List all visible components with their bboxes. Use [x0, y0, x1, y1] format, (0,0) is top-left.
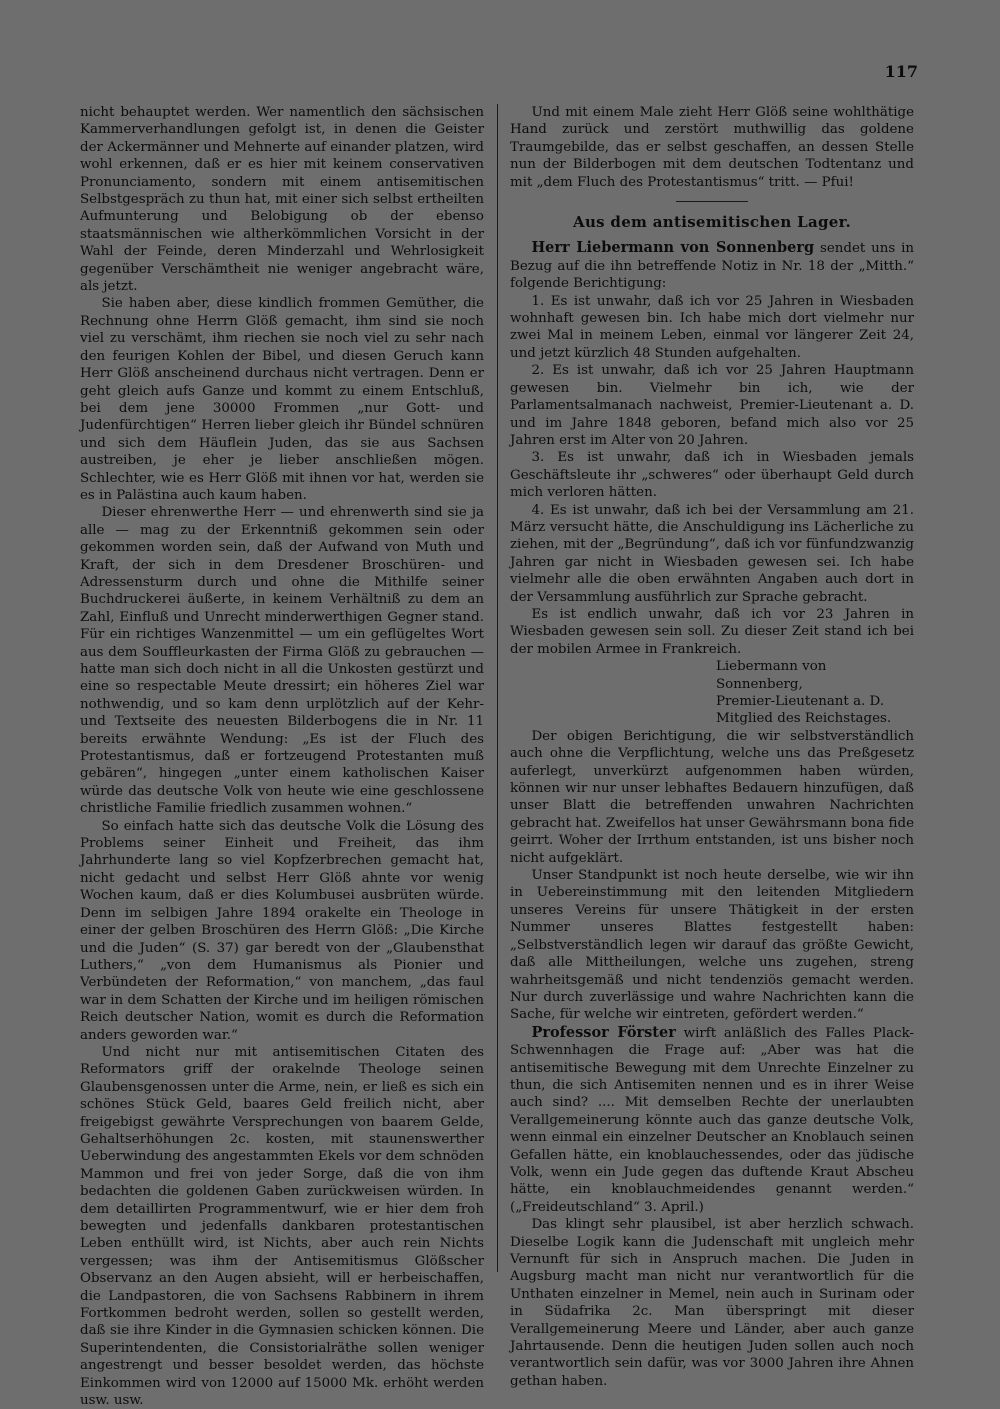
paragraph: Und nicht nur mit antisemitischen Citaten des Reformators griff der orakelnde Theologe seinen Glaubensgenossen unter die Arme, nein, er ließ es sich ein schönes Stück Geld, baares Geld freilich nicht, aber freigebigst gewährte Versprechungen von baarem Gelde, Gehaltserhöhungen 2c. kosten, mit staunenswerther Ueberwindung des angestammten Ekels vor dem schnöden Mammon und frei von jeder Sorge, daß die von ihm bedachten die goldenen Gaben zurückweisen würden. In dem detaillirten Programmentwurf, wie er hier dem froh bewegten und jedenfalls dankbaren protestantischen Leben enthüllt wird, ist Nichts, aber auch rein Nichts vergessen; was ihm der Antisemitismus Glößscher Observanz an den Augen absieht, will er herbeischaffen, die Landpastoren, die von Sachsens Rabbinern in ihrem Fortkommen bedroht werden, sollen so gestellt werden, daß sie ihre Kinder in die Gymnasien schicken können. Die Superintendenten, die Consistorialräthe sollen weniger angestrengt und besser besoldet werden, das höchste Einkommen wird von 12000 auf 15000 Mk. erhöht werden usw. usw.: [80, 1044, 484, 1409]
signature-block: [510, 658, 914, 728]
column-divider: [497, 104, 498, 1272]
liebermann-lead-text: sendet uns in Bezug auf die ihn betreffende Notiz in Nr. 18 der „Mitth.“ folgende Berichtigung:: [510, 241, 914, 292]
closing-paragraph: Das klingt sehr plausibel, ist aber herzlich schwach. Dieselbe Logik kann die Judenschaft mit ungleich mehr Vernunft für sich in Anspruch machen. Die Juden in Augsburg macht man nicht nur verantwortlich für die Unthaten einzelner in Memel, nein auch in Surinam oder in Südafrika 2c. Man überspringt mit dieser Verallgemeinerung Meere und Länder, aber auch ganze Jahrtausende. Denn die heutigen Juden sollen auch noch verantwortlich sein dafür, was vor 3000 Jahren ihre Ahnen gethan haben.: [510, 1217, 914, 1389]
signature-line: Premier-Lieutenant a. D.: [716, 694, 885, 709]
paragraph: So einfach hatte sich das deutsche Volk die Lösung des Problems seiner Einheit und Freiheit, das ihm Jahrhunderte lang so viel Kopfzerbrechen gemacht hat, nicht gedacht und selbst Herr Glöß ahnte vor wenig Wochen kaum, daß er dies Kolumbusei ausbrüten würde. Denn im selbigen Jahre 1894 orakelte ein Theologe in einer der gelben Broschüren des Herrn Glöß: „Die Kirche und die Juden“ (S. 37) gar beredt von der „Glaubensthat Luthers,“ „von dem Humanismus als Pionier und Verbündeten der Reformation,“ von manchem, „das faul war in dem Schatten der Kirche und im heiligen römischen Reich deutscher Nation, womit es durch die Reformation anders geworden war.“: [80, 818, 484, 1043]
correction-point: Es ist endlich unwahr, daß ich vor 23 Jahren in Wiesbaden gewesen sein soll. Zu dieser Zeit stand ich bei der mobilen Armee in Frankreich.: [510, 606, 914, 657]
liebermann-name: Herr Liebermann von Sonnenberg: [531, 239, 815, 257]
signature-line: Liebermann von Sonnenberg,: [716, 659, 827, 692]
foerster-name: Professor Förster: [531, 1023, 676, 1041]
foerster-text: wirft anläßlich des Falles Plack-Schwennhagen die Frage auf: „Aber was hat die antisemitische Bewegung mit dem Unrechte Einzelner zu thun, die sich Antisemiten nennen und es in ihrer Weise auch sind? .... Mit demselben Rechte der unerlaubten Verallgemeinerung könnte auch das ganze deutsche Volk, wenn einmal ein einzelner Deutscher an Knoblauch seinen Gefallen hätte, ein knoblauchessendes, oder das jüdische Volk, wenn ein Jude gegen das duftende Kraut Abscheu hätte, ein knoblauchmeidendes genannt werden.“ („Freideutschland“ 3. April.): [510, 1025, 914, 1215]
paragraph: Unser Standpunkt ist noch heute derselbe, wie wir ihn in Uebereinstimmung mit den leitenden Mitgliedern unseres Vereins für unsere Thätigkeit in der ersten Nummer unseres Blattes festgestellt haben: „Selbstverständlich legen wir darauf das größte Gewicht, daß alle Mittheilungen, welche uns zugehen, streng wahrheitsgemäß und nicht tendenziös gemacht werden. Nur durch zuverlässige und wahre Nachrichten kann die Sache, für welche wir eintreten, gefördert werden.“: [510, 868, 914, 1023]
liebermann-lead: [510, 239, 914, 292]
foerster-paragraph: [510, 1024, 914, 1216]
section-divider: [676, 201, 748, 202]
left-column: [80, 104, 484, 1409]
page-number: 117: [884, 62, 918, 81]
correction-point: 4. Es ist unwahr, daß ich bei der Versammlung am 21. März versucht hätte, die Anschuldigung ins Lächerliche zu ziehen, mit der „Begründung“, daß ich vor fünfundzwanzig Jahren gar nicht in Wiesbaden gewesen sei. Ich habe vielmehr alle die oben erwähnten Angaben auch dort in der Versammlung ausführlich zur Sprache gebracht.: [510, 502, 914, 605]
correction-point: 1. Es ist unwahr, daß ich vor 25 Jahren in Wiesbaden wohnhaft gewesen bin. Ich habe mich dort vielmehr nur zwei Mal in meinem Leben, einmal vor längerer Zeit 24, und jetzt kürzlich 48 Stunden aufgehalten.: [510, 293, 914, 361]
paragraph: Sie haben aber, diese kindlich frommen Gemüther, die Rechnung ohne Herrn Glöß gemacht, ihm sind sie noch viel zu verschämt, ihm riechen sie noch viel zu sehr nach den feurigen Kohlen der Bibel, und diesen Geruch kann Herr Glöß anscheinend durchaus nicht vertragen. Denn er geht gleich aufs Ganze und kommt zu einem Entschluß, bei dem jene 30000 Frommen „nur Gott- und Judenfürchtigen“ Herren lieber gleich ihr Bündel schnüren und sich dem Häuflein Juden, das sie aus Sachsen austreiben, je eher je lieber anschließen mögen. Schlechter, wie es Herr Glöß mit ihnen vor hat, werden sie es in Palästina auch kaum haben.: [80, 296, 484, 503]
right-column: [510, 104, 914, 1390]
correction-point: 2. Es ist unwahr, daß ich vor 25 Jahren Hauptmann gewesen bin. Vielmehr bin ich, wie der Parlamentsalmanach nachweist, Premier-Lieutenant a. D. und im Jahre 1848 geboren, befand mich also vor 25 Jahren erst im Alter von 20 Jahren.: [510, 363, 914, 448]
section-heading: Aus dem antisemitischen Lager.: [573, 213, 851, 232]
signature-line: Mitglied des Reichstages.: [716, 711, 892, 727]
correction-point: 3. Es ist unwahr, daß ich in Wiesbaden jemals Geschäftsleute ihr „schweres“ oder überhaupt Geld durch mich verloren hätten.: [510, 450, 914, 501]
paragraph: Der obigen Berichtigung, die wir selbstverständlich auch ohne die Verpflichtung, welche uns das Preßgesetz auferlegt, unverkürzt aufgenommen haben würden, können wir nur unser lebhaftes Bedauern hinzufügen, daß unser Blatt die betreffenden unwahren Nachrichten gebracht hat. Zweifellos hat unser Gewährsmann bona fide geirrt. Woher der Irrthum entstanden, ist uns bisher noch nicht aufgeklärt.: [510, 728, 914, 866]
paragraph: nicht behauptet werden. Wer namentlich den sächsischen Kammerverhandlungen gefolgt ist, in denen die Geister der Ackermänner und Mehnerte auf einander platzen, wird wohl erkennen, daß er es hier mit keinem conservativen Pronunciamento, sondern mit einem antisemitischen Selbstgespräch zu thun hat, mit einer sich selbst ertheilten Aufmunterung und Belobigung ob der ebenso staatsmännischen wie altherkömmlichen Vorsicht in der Wahl der Feinde, deren Minderzahl und Wehrlosigkeit gegenüber Verschämtheit nie weniger angebracht wäre, als jetzt.: [80, 105, 484, 295]
paragraph: Und mit einem Male zieht Herr Glöß seine wohlthätige Hand zurück und zerstört muthwillig das goldene Traumgebilde, das er selbst geschaffen, an dessen Stelle nun der Bilderbogen mit dem deutschen Todtentanz und mit „dem Fluch des Protestantismus“ tritt. — Pfui!: [510, 105, 914, 190]
paragraph: Dieser ehrenwerthe Herr — und ehrenwerth sind sie ja alle — mag zu der Erkenntniß gekommen sein oder gekommen worden sein, daß der Aufwand von Muth und Kraft, der sich in dem Dresdener Broschüren- und Adressensturm durch und ohne die Mithilfe seiner Buchdruckerei äußerte, in keinem Verhältniß zu dem an Zahl, Einfluß und Unrecht minderwerthigen Gegner stand. Für ein richtiges Wanzenmittel — um ein geflügeltes Wort aus dem Souffleurkasten der Firma Glöß zu gebrauchen — hatte man sich doch nicht in all die Unkosten gestürzt und eine so respectable Meute dressirt; ein höheres Ziel war nothwendig, und so kam denn urplötzlich auf der Kehr- und Textseite des neuesten Bilderbogens die in Nr. 11 bereits erwähnte Wendung: „Es ist der Fluch des Protestantismus, daß er fortzeugend Protestanten muß gebären“, hingegen „unter einem katholischen Kaiser würde das deutsche Volk von heute wie eine geschlossene christliche Familie friedlich zusammen wohnen.“: [80, 505, 484, 817]
